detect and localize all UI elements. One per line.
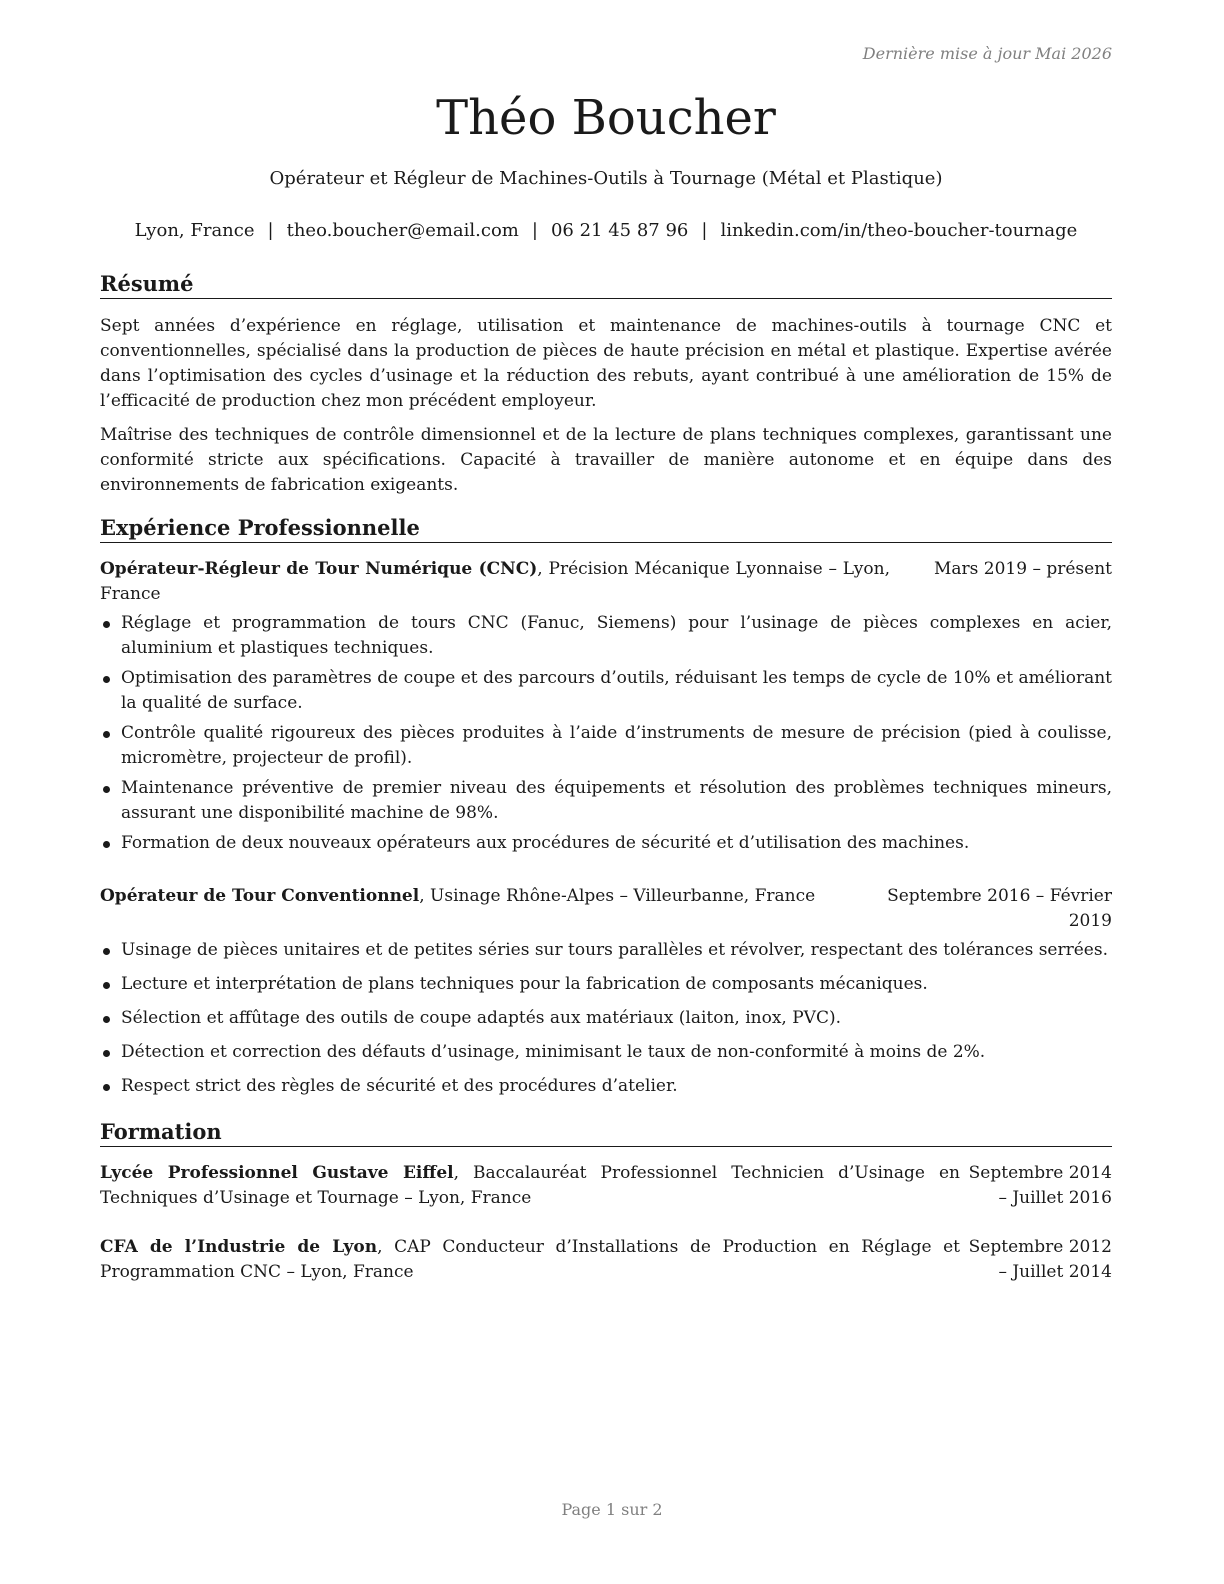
candidate-name: Théo Boucher [436, 90, 776, 146]
list-item [100, 938, 1112, 963]
education-heading: Formation [100, 1118, 1112, 1147]
list-item [100, 1074, 1112, 1099]
list-item [100, 1040, 1112, 1065]
bullet-icon [103, 1050, 110, 1057]
bullet-text: Optimisation des paramètres de coupe et des parcours d’outils, réduisant les temps de cycle de 10% et améliorant la qualité de surface. [121, 668, 1112, 713]
education-dates: Septembre 2014 – Juillet 2016 [968, 1163, 1112, 1208]
job-dates: Mars 2019 – présent [933, 559, 1112, 579]
summary-section [100, 270, 1112, 498]
bullet-text: Réglage et programmation de tours CNC (Fanuc, Siemens) pour l’usinage de pièces complexes en acier, aluminium et plastiques techniques. [121, 613, 1112, 658]
list-item [100, 831, 1112, 856]
bullet-text: Formation de deux nouveaux opérateurs aux procédures de sécurité et d’utilisation des machines. [121, 833, 970, 853]
job-employer: , Usinage Rhône-Alpes – Villeurbanne, France [419, 886, 816, 906]
job-entry [100, 884, 1112, 1099]
bullet-icon [103, 786, 110, 793]
contact-separator: | [701, 220, 708, 241]
contact-location: Lyon, France [134, 220, 255, 241]
contact-phone: 06 21 45 87 96 [550, 220, 689, 241]
education-program: , Baccalauréat Professionnel Technicien d’Usinage en Techniques d’Usinage et Tournage – Lyon, France [100, 1163, 960, 1208]
job-header [100, 557, 1112, 607]
experience-section [100, 514, 1112, 1099]
bullet-icon [103, 982, 110, 989]
job-title-line [100, 557, 890, 607]
list-item [100, 1006, 1112, 1031]
bullet-text: Usinage de pièces unitaires et de petites séries sur tours parallèles et révolver, respectant des tolérances serrées. [121, 940, 1108, 960]
contact-linkedin[interactable]: linkedin.com/in/theo-boucher-tournage [720, 220, 1078, 241]
bullet-text: Sélection et affûtage des outils de coupe adaptés aux matériaux (laiton, inox, PVC). [121, 1008, 841, 1028]
bullet-icon [103, 621, 110, 628]
job-dates: Septembre 2016 – Février 2019 [887, 886, 1112, 931]
contact-separator: | [531, 220, 538, 241]
education-school: CFA de l’Industrie de Lyon [100, 1237, 378, 1257]
contact-email[interactable]: theo.boucher@email.com [286, 220, 519, 241]
bullet-icon [103, 948, 110, 955]
job-title-line [100, 884, 860, 909]
job-bullets [100, 938, 1112, 1099]
job-role: Opérateur de Tour Conventionnel [100, 886, 420, 906]
list-item [100, 611, 1112, 661]
education-entry [100, 1161, 1112, 1211]
job-bullets [100, 611, 1112, 856]
bullet-text: Détection et correction des défauts d’usinage, minimisant le taux de non-conformité à moins de 2%. [121, 1042, 986, 1062]
job-role: Opérateur-Régleur de Tour Numérique (CNC) [100, 559, 538, 579]
last-updated: Dernière mise à jour Mai 2026 [862, 44, 1112, 63]
job-title: Opérateur et Régleur de Machines-Outils à Tournage (Métal et Plastique) [269, 168, 943, 189]
summary-heading: Résumé [100, 270, 1112, 299]
bullet-text: Lecture et interprétation de plans techniques pour la fabrication de composants mécaniques. [121, 974, 928, 994]
bullet-icon [103, 1084, 110, 1091]
education-dates: Septembre 2012 – Juillet 2014 [968, 1237, 1112, 1282]
education-title-line [100, 1161, 960, 1211]
bullet-text: Maintenance préventive de premier niveau des équipements et résolution des problèmes techniques mineurs, assurant une disponibilité machine de 98%. [121, 778, 1112, 823]
list-item [100, 776, 1112, 826]
bullet-icon [103, 1016, 110, 1023]
job-entry [100, 557, 1112, 856]
education-entry [100, 1235, 1112, 1285]
job-employer: , Précision Mécanique Lyonnaise – Lyon, France [100, 559, 890, 604]
education-title-line [100, 1235, 960, 1285]
education-section [100, 1118, 1112, 1285]
education-school: Lycée Professionnel Gustave Eiffel [100, 1163, 454, 1183]
page-number: Page 1 sur 2 [561, 1500, 663, 1519]
bullet-icon [103, 731, 110, 738]
summary-paragraph: Maîtrise des techniques de contrôle dimensionnel et de la lecture de plans techniques complexes, garantissant une conformité stricte aux spécifications. Capacité à travailler de manière autonome et en équipe dans des environnements de fabrication exigeants. [100, 425, 1112, 495]
list-item [100, 721, 1112, 771]
bullet-text: Contrôle qualité rigoureux des pièces produites à l’aide d’instruments de mesure de précision (pied à coulisse, micromètre, projecteur de profil). [121, 723, 1112, 768]
bullet-icon [103, 676, 110, 683]
list-item [100, 972, 1112, 997]
job-header [100, 884, 1112, 934]
list-item [100, 666, 1112, 716]
bullet-icon [103, 841, 110, 848]
experience-heading: Expérience Professionnelle [100, 514, 1112, 543]
education-program: , CAP Conducteur d’Installations de Production en Réglage et Programmation CNC – Lyon, France [100, 1237, 960, 1282]
summary-paragraph: Sept années d’expérience en réglage, utilisation et maintenance de machines-outils à tournage CNC et conventionnelles, spécialisé dans la production de pièces de haute précision en métal et plastique. Expertise avérée dans l’optimisation des cycles d’usinage et la réduction des rebuts, ayant contribué à une amélioration de 15% de l’efficacité de production chez mon précédent employeur. [100, 316, 1112, 411]
contact-line [100, 219, 1112, 243]
contact-separator: | [267, 220, 274, 241]
bullet-text: Respect strict des règles de sécurité et des procédures d’atelier. [121, 1076, 678, 1096]
